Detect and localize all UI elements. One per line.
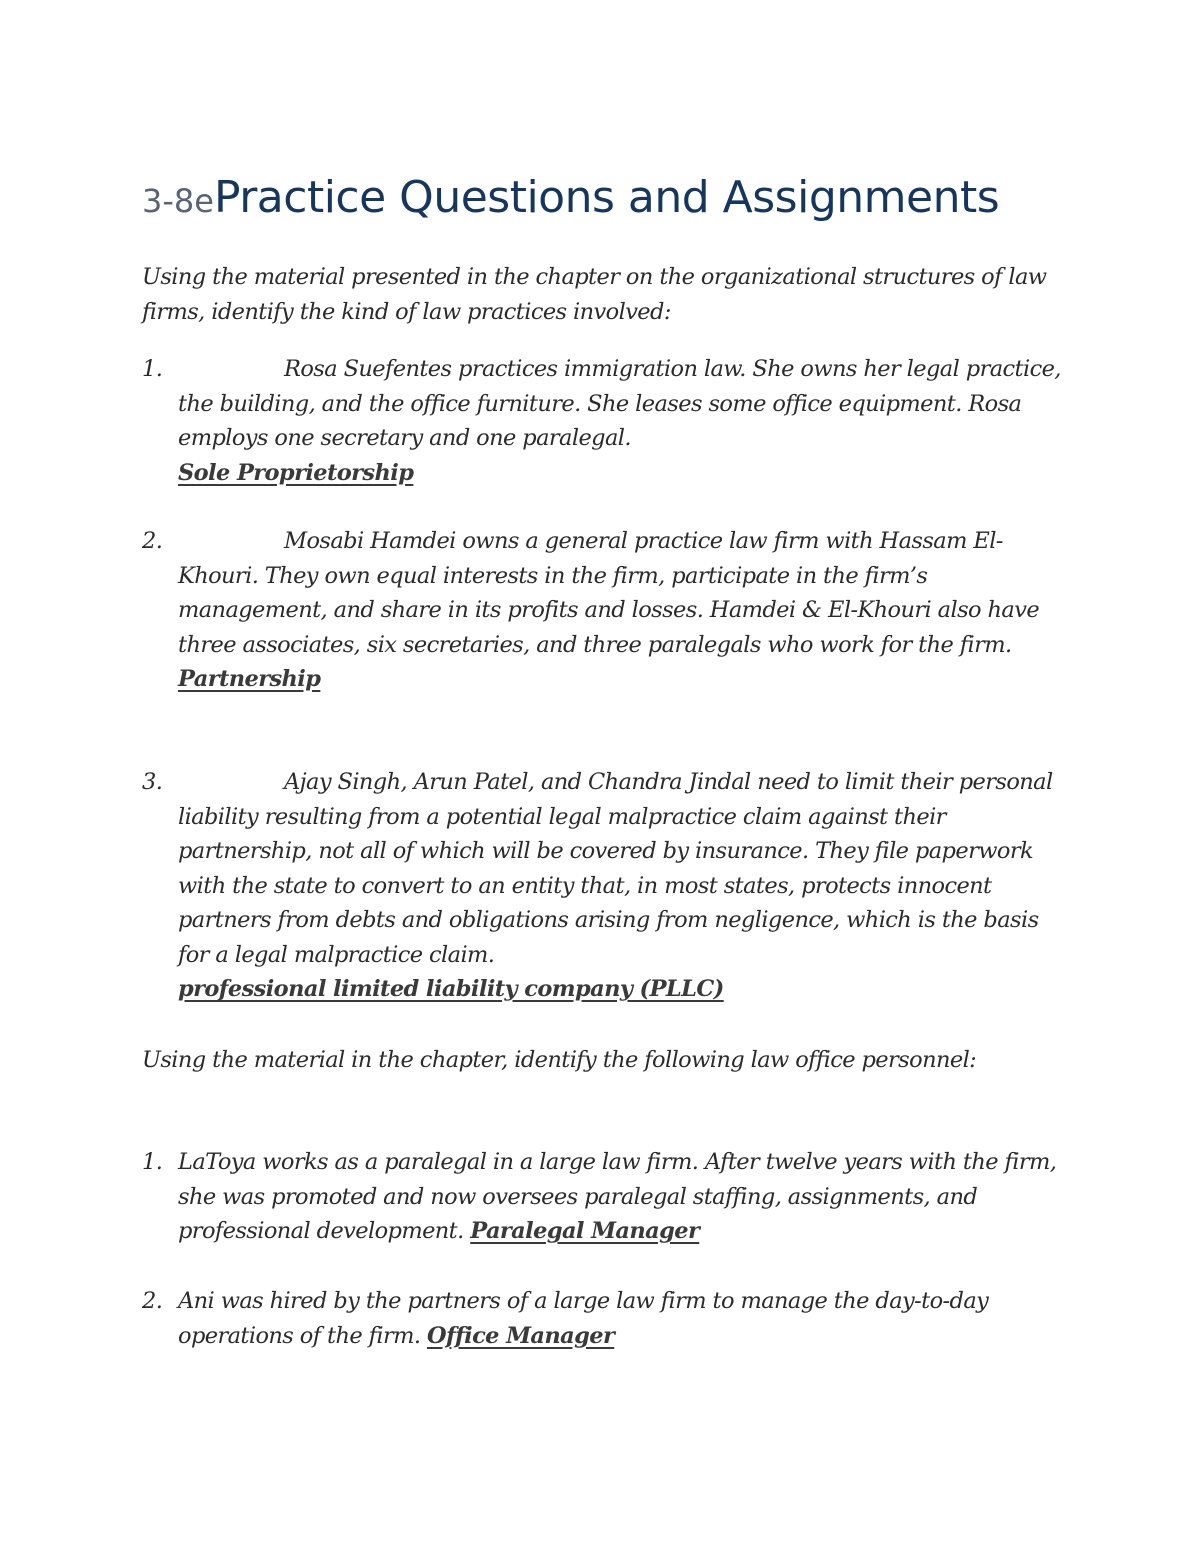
answer-text: Partnership bbox=[178, 666, 321, 692]
answer-text: Office Manager bbox=[426, 1322, 615, 1349]
personnel-item bbox=[142, 1145, 1062, 1249]
list-marker: 2. bbox=[142, 1288, 163, 1314]
question-text: Rosa Suefentes practices immigration law. She owns her legal practice, the building, and the office furniture. She leases some office equipment. Rosa employs one secretary and one paralegal. bbox=[178, 356, 1061, 451]
question-text: Mosabi Hamdei owns a general practice law firm with Hassam El-Khouri. They own equal interests in the firm, participate in the firm’s management, and share in its profits and losses. Hamdei & El-Khouri also have three associates, six secretaries, and three paralegals who work for the firm. bbox=[178, 528, 1040, 658]
section1-intro: Using the material presented in the chapter on the organizational structures of law firms, identify the kind of law practices involved: bbox=[142, 264, 1047, 325]
answer-text: professional limited liability company (PLLC) bbox=[178, 976, 724, 1002]
section2-intro: Using the material in the chapter, identify the following law office personnel: bbox=[142, 1047, 977, 1073]
section-title: Practice Questions and Assignments bbox=[213, 172, 1000, 223]
list-marker: 1. bbox=[142, 356, 163, 382]
personnel-item bbox=[142, 1284, 1062, 1353]
personnel-text: Ani was hired by the partners of a large law firm to manage the day-to-day operations of the firm. bbox=[178, 1288, 989, 1349]
answer-text: Paralegal Manager bbox=[470, 1218, 700, 1244]
list-marker: 1. bbox=[142, 1149, 163, 1175]
question-item bbox=[142, 352, 1062, 490]
section-number: 3-8e bbox=[142, 182, 214, 220]
question-text: Ajay Singh, Arun Patel, and Chandra Jindal need to limit their personal liability resulting from a potential legal malpractice claim against their partnership, not all of which will be covered by insurance. They file paperwork with the state to convert to an entity that, in most states, protects innocent partners from debts and obligations arising from negligence, which is the basis for a legal malpractice claim. bbox=[178, 769, 1053, 968]
page-title bbox=[142, 172, 999, 223]
list-marker: 2. bbox=[142, 528, 163, 554]
question-item bbox=[142, 765, 1062, 1007]
answer-text: Sole Proprietorship bbox=[178, 459, 414, 486]
personnel-text: LaToya works as a paralegal in a large law firm. After twelve years with the firm, she was promoted and now oversees paralegal staffing, assignments, and professional development. bbox=[178, 1149, 1057, 1244]
question-item bbox=[142, 524, 1062, 697]
list-marker: 3. bbox=[142, 769, 163, 795]
